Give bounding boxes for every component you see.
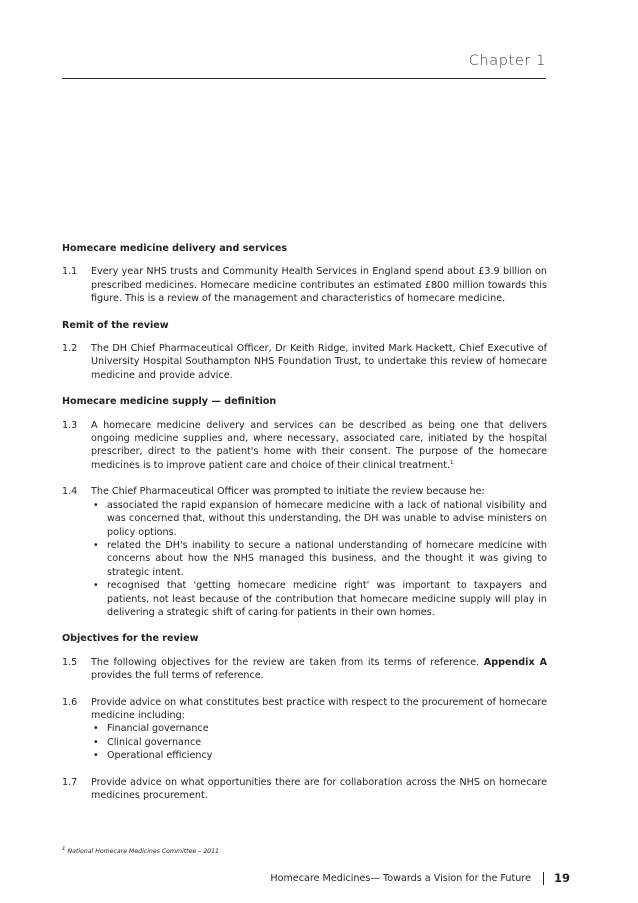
paragraph-text: The DH Chief Pharmaceutical Officer, Dr Keith Ridge, invited Mark Hackett, Chief Executive of University Hospital Southampton NHS Foundation Trust, to undertake this review of homecare medicine and provide advice.	[91, 343, 547, 381]
paragraph-1-7	[62, 776, 547, 803]
footer-subtitle: — Towards a Vision for the Future	[370, 872, 531, 884]
paragraph-1-6	[62, 696, 547, 763]
bullet-glyph: •	[93, 723, 99, 735]
paragraph-number: 1.1	[62, 266, 78, 278]
bullet-glyph: •	[93, 580, 99, 592]
paragraph-text: Provide advice on what opportunities there are for collaboration across the NHS on homecare medicines procurement.	[91, 776, 547, 801]
footer-divider	[543, 872, 544, 885]
chapter-rule	[62, 78, 546, 79]
body-content	[62, 242, 547, 815]
list-item	[91, 499, 547, 539]
footnote-ref: 1	[450, 459, 454, 466]
list-item	[91, 722, 547, 735]
footnote	[62, 845, 219, 855]
footer-title: Homecare Medicines	[270, 872, 371, 884]
chapter-title: Chapter 1	[468, 53, 546, 69]
paragraph-number: 1.7	[62, 776, 78, 788]
page-footer	[270, 871, 570, 885]
paragraph-1-5	[62, 656, 547, 683]
bullet-list	[91, 722, 547, 762]
appendix-reference: Appendix A	[483, 656, 547, 668]
footnote-text: National Homecare Medicines Committee – 2011	[67, 848, 219, 855]
paragraph-text	[91, 419, 547, 473]
paragraph-text: Every year NHS trusts and Community Health Services in England spend about £3.9 billion on prescribed medicines. Homecare medicine contributes an estimated £800 million towards this figure. This is a review of the management and characteristics of homecare medicine.	[91, 266, 547, 305]
page-number: 19	[553, 871, 570, 885]
list-item-text: recognised that 'getting homecare medicine right' was important to taxpayers and patients, not least because of the contribution that homecare medicine supply will play in delivering a strategic shift of caring for patients in their own homes.	[107, 580, 547, 618]
section-heading: Objectives for the review	[62, 633, 199, 645]
list-item	[91, 749, 547, 762]
bullet-glyph: •	[93, 499, 99, 511]
list-item-text: Financial governance	[107, 723, 209, 735]
paragraph-text: The Chief Pharmaceutical Officer was prompted to initiate the review because he:	[91, 486, 485, 498]
paragraph-text-after: provides the full terms of reference.	[91, 670, 264, 682]
paragraph-1-3	[62, 419, 547, 473]
section-heading: Homecare medicine delivery and services	[62, 243, 288, 254]
list-item	[91, 539, 547, 579]
paragraph-number: 1.6	[62, 696, 78, 708]
paragraph-text: Provide advice on what constitutes best practice with respect to the procurement of homecare medicine including:	[91, 696, 547, 721]
list-item	[91, 736, 547, 749]
paragraph-1-1	[62, 265, 547, 305]
section-heading: Remit of the review	[62, 319, 169, 331]
list-item-text: Clinical governance	[107, 736, 202, 748]
paragraph-text-main: A homecare medicine delivery and services can be described as being one that delivers ongoing medicine supplies and, where necessary, associated care, initiated by the hospital prescriber, direct to the patient's home with their consent. The purpose of the homecare medicines is to improve patient care and choice of their clinical treatment.	[91, 419, 547, 471]
paragraph-number: 1.5	[62, 656, 78, 668]
bullet-glyph: •	[93, 750, 99, 762]
list-item-text: related the DH's inability to secure a national understanding of homecare medicine with concerns about how the NHS managed this business, and the thought it was giving to strategic intent.	[107, 539, 547, 578]
paragraph-text	[91, 656, 547, 683]
bullet-list	[91, 499, 547, 620]
list-item	[91, 579, 547, 619]
paragraph-1-4	[62, 485, 547, 619]
list-item-text: associated the rapid expansion of homecare medicine with a lack of national visibility and was concerned that, without this understanding, the DH was unable to advise ministers on policy options.	[107, 499, 547, 538]
paragraph-number: 1.2	[62, 343, 78, 355]
list-item-text: Operational efficiency	[107, 750, 213, 762]
paragraph-number: 1.4	[62, 486, 78, 498]
section-heading: Homecare medicine supply — definition	[62, 396, 277, 408]
bullet-glyph: •	[93, 736, 99, 748]
paragraph-1-2	[62, 342, 547, 382]
paragraph-text-before: The following objectives for the review are taken from its terms of reference.	[91, 656, 484, 668]
paragraph-number: 1.3	[62, 419, 78, 431]
bullet-glyph: •	[93, 539, 99, 551]
footnote-number: 1	[62, 845, 66, 852]
